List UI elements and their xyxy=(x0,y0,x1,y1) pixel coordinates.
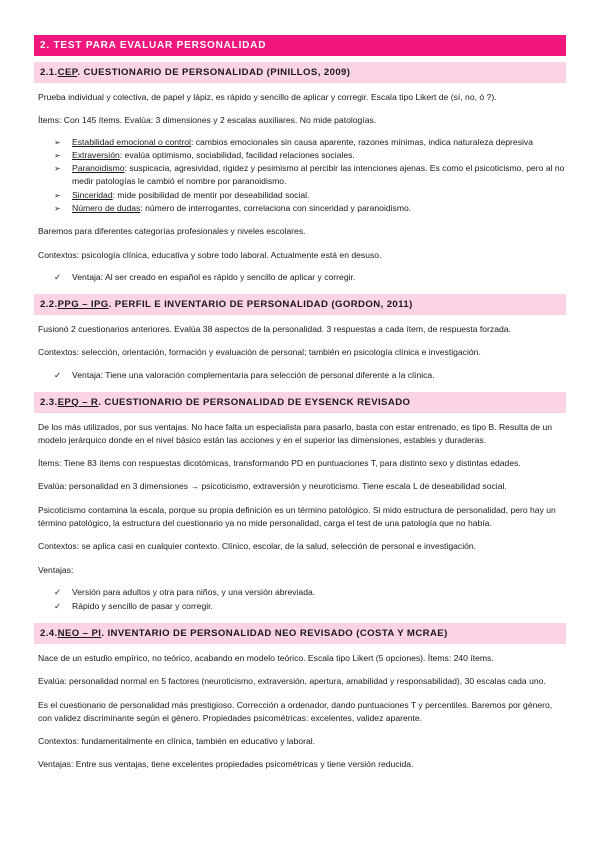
arrow-bullet-icon: ➢ xyxy=(54,164,61,174)
paragraph: Contextos: se aplica casi en cualquier contexto. Clínico, escolar, de la salud, selección de personal e investigación. xyxy=(38,541,477,552)
list-item xyxy=(54,368,566,382)
list-text: Ventaja: Tiene una valoración complementaria para selección de personal diferente a la clínica. xyxy=(72,369,435,380)
heading-abbr: PPG – IPG xyxy=(57,298,109,310)
paragraph: Contextos: fundamentalmente en clínica, también en educativo y laboral. xyxy=(38,736,316,747)
list-item xyxy=(54,585,566,599)
list-item xyxy=(54,270,566,284)
paragraph: Nace de un estudio empírico, no teórico, acabando en modelo teórico. Escala tipo Likert (5 opciones). Ítems: 240 ítems. xyxy=(38,652,494,663)
heading-abbr: EPQ – R xyxy=(57,396,99,408)
list-text: : mide posibilidad de mentir por deseabilidad social. xyxy=(112,189,310,200)
arrow-bullet-icon: ➢ xyxy=(54,137,61,147)
subsection-heading-ppg xyxy=(34,294,566,315)
list-term: Extraversión xyxy=(72,149,120,160)
arrow-bullet-icon: ➢ xyxy=(54,204,61,214)
arrow-bullet-icon: ➢ xyxy=(54,190,61,200)
paragraph: Contextos: selección, orientación, formación y evaluación de personal; también en psicología clínica e investigación. xyxy=(38,347,481,358)
list-text: : cambios emocionales sin causa aparente, razones mínimas, indica naturaleza depresiva xyxy=(190,136,533,147)
list-item xyxy=(54,136,566,149)
list-term: Número de dudas xyxy=(72,203,141,214)
heading-number: 2.2. xyxy=(40,298,58,310)
list-item xyxy=(54,149,566,162)
paragraph: Contextos: psicología clínica, educativa y sobre todo laboral. Actualmente está en desuso. xyxy=(38,249,382,260)
list-term: Sinceridad xyxy=(72,189,113,200)
paragraph: Prueba individual y colectiva, de papel y lápiz, es rápido y sencillo de aplicar y corregir. Escala tipo Likert de (sí, no, ó ?). xyxy=(38,92,497,102)
heading-title: . CUESTIONARIO DE PERSONALIDAD (PINILLOS, 2009) xyxy=(77,67,351,78)
dimension-list xyxy=(34,136,566,216)
subsection-heading-epq xyxy=(34,392,566,413)
section-heading: 2. TEST PARA EVALUAR PERSONALIDAD xyxy=(34,35,566,56)
advantage-list xyxy=(34,368,566,382)
advantage-list xyxy=(34,270,566,284)
list-item xyxy=(54,162,566,189)
heading-abbr: CEP xyxy=(57,67,78,78)
list-text: Versión para adultos y otra para niños, y una versión abreviada. xyxy=(72,586,316,597)
subsection-heading-neo xyxy=(34,623,566,644)
list-item xyxy=(54,599,566,613)
paragraph: Ítems: Con 145 ítems. Evalúa: 3 dimensiones y 2 escalas auxiliares. No mide patologías. xyxy=(38,115,377,126)
paragraph: Fusionó 2 cuestionarios anteriores. Evalúa 38 aspectos de la personalidad. 3 respuestas a cada ítem, de respuesta forzada. xyxy=(38,323,511,334)
heading-title: . CUESTIONARIO DE PERSONALIDAD DE EYSENCK REVISADO xyxy=(98,396,411,408)
list-text: : suspicacia, agresividad, rigidez y pesimismo al percibir las intenciones ajenas. Es como el psicoticismo, pero al no medir patologías le cambió el nombre por paranoidismo. xyxy=(72,163,565,187)
subsection-heading-cep xyxy=(34,62,566,83)
check-icon: ✓ xyxy=(54,369,62,380)
paragraph: Es el cuestionario de personalidad más prestigioso. Corrección a ordenador, dando puntuaciones T y percentiles. Baremos por género, con validez discriminante según el género. Propiedades psicométricas: excelentes, validez aparente. xyxy=(38,699,553,723)
check-icon: ✓ xyxy=(54,586,62,597)
paragraph: De los más utilizados, por sus ventajas. No hace falta un especialista para pasarlo, basta con estar entrenado, es tipo B. Resulta de un modelo jerárquico donde en el nivel básico están las acciones y en el superior las dimensiones, estables y duraderas. xyxy=(38,421,553,445)
list-text: Rápido y sencillo de pasar y corregir. xyxy=(72,600,213,611)
paragraph: Evalúa: personalidad normal en 5 factores (neuroticismo, extraversión, apertura, amabilidad y responsabilidad), 30 escalas cada uno. xyxy=(38,676,546,687)
advantage-list xyxy=(34,585,566,613)
list-term: Paranoidismo xyxy=(72,163,125,174)
check-icon: ✓ xyxy=(54,600,62,611)
paragraph: Ítems: Tiene 83 ítems con respuestas dicotómicas, transformando PD en puntuaciones T, para distinto sexo y distintas edades. xyxy=(38,458,521,469)
heading-number: 2.3. xyxy=(40,396,58,408)
paragraph: Psicoticismo contamina la escala, porque su propia definición es un término patológico. Si mido estructura de personalidad, pero hay un término patológico, la estructura del cuestionario ya no mide personalidad, carga el test de una patología que no había. xyxy=(38,504,556,529)
heading-number: 2.4. xyxy=(40,627,58,639)
paragraph: Ventajas: Entre sus ventajas, tiene excelentes propiedades psicométricas y tiene versión reducida. xyxy=(38,759,414,770)
list-item xyxy=(54,189,566,202)
paragraph: Ventajas: xyxy=(38,564,74,575)
list-text: Ventaja: Al ser creado en español es rápido y sencillo de aplicar y corregir. xyxy=(72,271,356,282)
arrow-bullet-icon: ➢ xyxy=(54,150,61,160)
list-text: : número de interrogantes, correlaciona con sinceridad y paranoidismo. xyxy=(140,203,412,214)
check-icon: ✓ xyxy=(54,271,62,282)
list-text: : evalúa optimismo, sociabilidad, facilidad relaciones sociales. xyxy=(119,149,355,160)
heading-title: . PERFIL E INVENTARIO DE PERSONALIDAD (GORDON, 2011) xyxy=(108,298,413,310)
heading-abbr: NEO – PI xyxy=(57,627,102,639)
paragraph: Evalúa: personalidad en 3 dimensiones → psicoticismo, extraversión y neuroticismo. Tiene escala L de deseabilidad social. xyxy=(38,481,507,492)
list-term: Estabilidad emocional o control xyxy=(72,136,191,147)
heading-title: . INVENTARIO DE PERSONALIDAD NEO REVISADO (COSTA Y MCRAE) xyxy=(101,627,448,639)
heading-number: 2.1. xyxy=(40,67,58,78)
list-item xyxy=(54,202,566,215)
paragraph: Baremos para diferentes categorías profesionales y niveles escolares. xyxy=(38,226,306,237)
